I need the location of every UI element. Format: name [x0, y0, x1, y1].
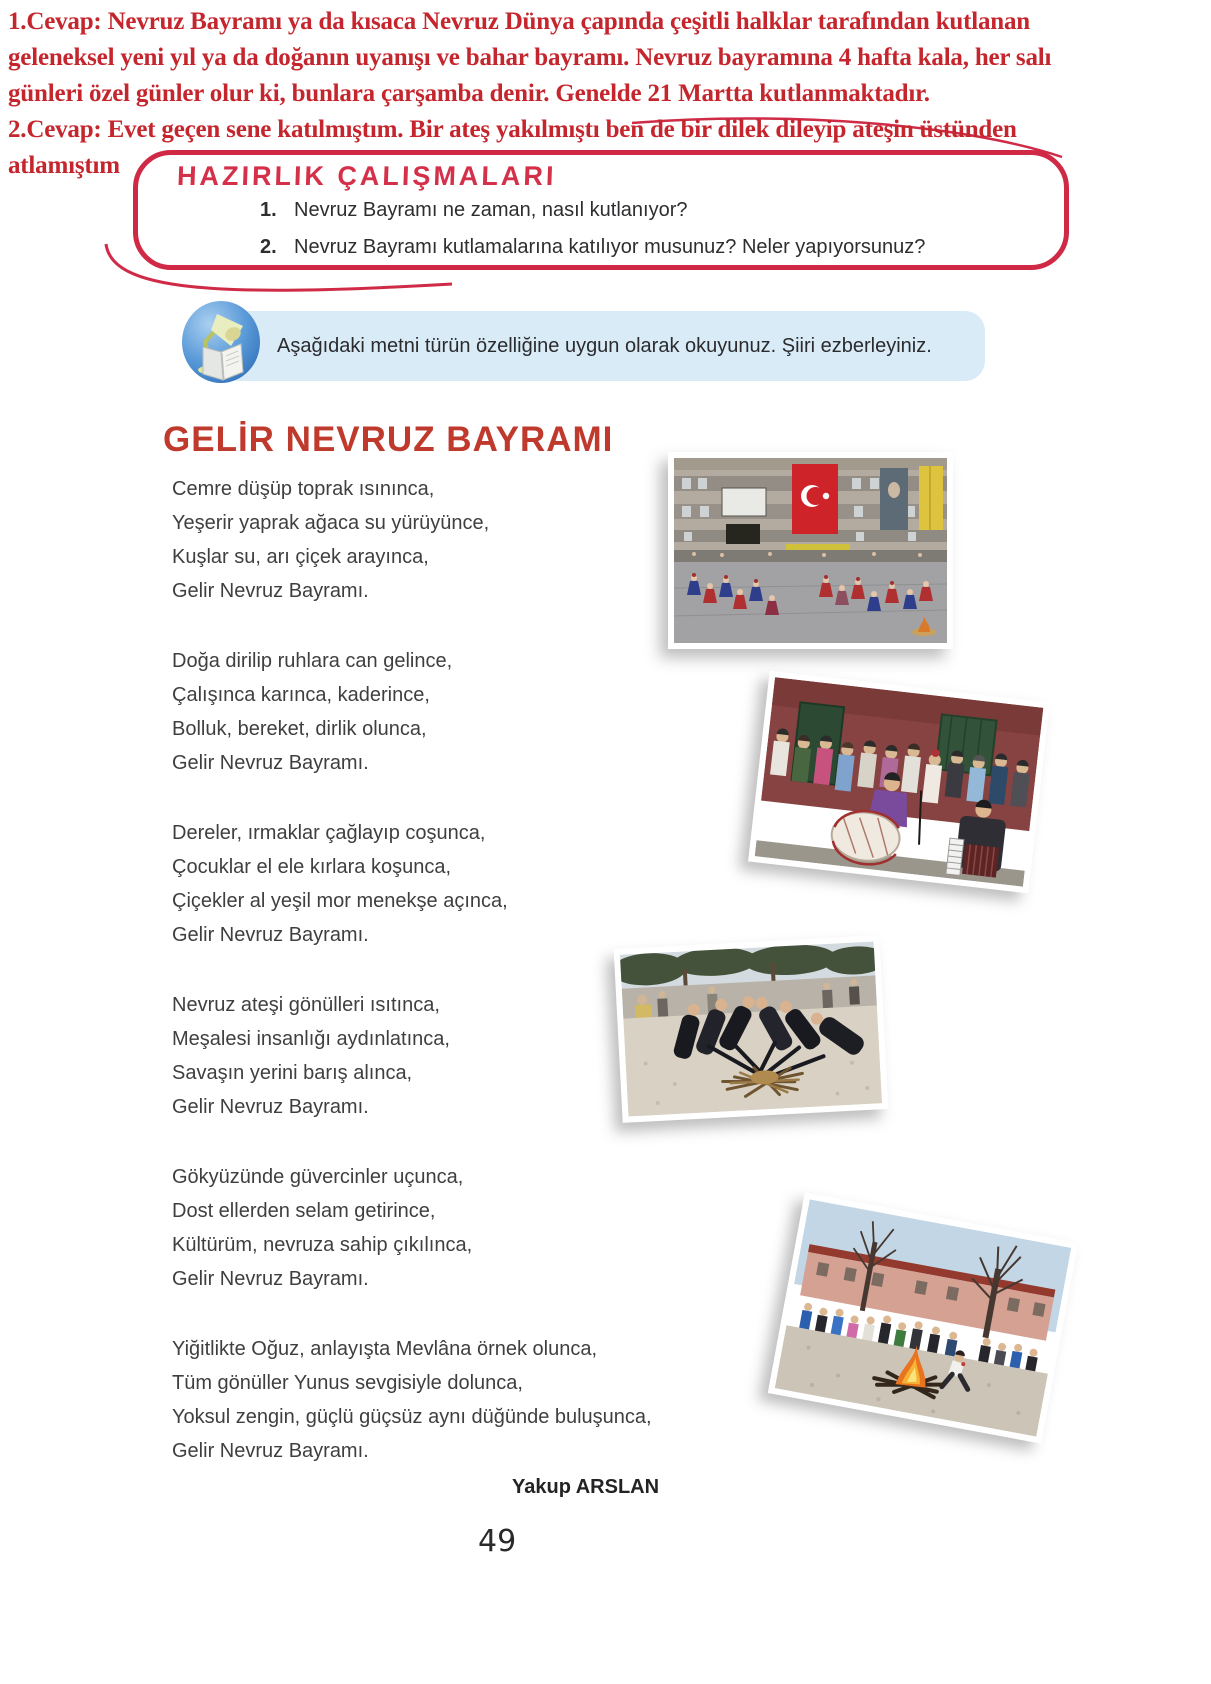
poem-line: Gelir Nevruz Bayramı.	[172, 1096, 369, 1118]
poem-line: Gelir Nevruz Bayramı.	[172, 1268, 369, 1290]
question-text: Nevruz Bayramı kutlamalarına katılıyor musunuz? Neler yapıyorsunuz?	[294, 236, 926, 258]
poem-stanza-4	[172, 988, 652, 1124]
poem-line: Çiçekler al yeşil mor menekşe açınca,	[172, 890, 508, 912]
poem-line: Dost ellerden selam getirince,	[172, 1200, 436, 1222]
poem-line: Cemre düşüp toprak ısınınca,	[172, 478, 435, 500]
poem-line: Gelir Nevruz Bayramı.	[172, 580, 369, 602]
poem-line: Bolluk, bereket, dirlik olunca,	[172, 718, 427, 740]
photo-musicians	[748, 671, 1050, 894]
answer-line: geleneksel yeni yıl ya da doğanın uyanışı ve bahar bayramı. Nevruz bayramına 4 hafta kala, her salı	[8, 44, 1052, 71]
question-number: 2.	[260, 236, 277, 258]
answer-line: atlamıştım	[8, 152, 120, 179]
preparation-question-2	[260, 236, 925, 259]
poem-line: Savaşın yerini barış alınca,	[172, 1062, 413, 1084]
poem-title: GELİR NEVRUZ BAYRAMI	[163, 420, 614, 459]
answer-line: günleri özel günler olur ki, bunlara çarşamba denir. Genelde 21 Martta kutlanmaktadır.	[8, 80, 930, 107]
poem-line: Kültürüm, nevruza sahip çıkılınca,	[172, 1234, 473, 1256]
photo-bonfire-lighting	[614, 935, 889, 1123]
poem-line: Yiğitlikte Oğuz, anlayışta Mevlâna örnek olunca,	[172, 1338, 598, 1360]
question-number: 1.	[260, 199, 277, 221]
preparation-box	[133, 150, 1069, 270]
poem-line: Gelir Nevruz Bayramı.	[172, 1440, 369, 1462]
poem-line: Nevruz ateşi gönülleri ısıtınca,	[172, 994, 440, 1016]
poem-stanza-6	[172, 1332, 652, 1468]
poem-line: Tüm gönüller Yunus sevgisiyle dolunca,	[172, 1372, 523, 1394]
poem-stanza-1	[172, 472, 652, 608]
poem-line: Yoksul zengin, güçlü güçsüz aynı düğünde buluşunca,	[172, 1406, 652, 1428]
poem-line: Dereler, ırmaklar çağlayıp coşunca,	[172, 822, 486, 844]
poem-line: Meşalesi insanlığı aydınlatınca,	[172, 1028, 450, 1050]
poem-line: Doğa dirilip ruhlara can gelince,	[172, 650, 453, 672]
poem-body	[172, 472, 652, 1504]
poem-line: Çalışınca karınca, kaderince,	[172, 684, 430, 706]
poem-author: Yakup ARSLAN	[512, 1476, 660, 1498]
poem-line: Gökyüzünde güvercinler uçunca,	[172, 1166, 464, 1188]
answer-line: 1.Cevap: Nevruz Bayramı ya da kısaca Nevruz Dünya çapında çeşitli halklar tarafından kutlanan	[8, 8, 1030, 35]
poem-stanza-3	[172, 816, 652, 952]
instruction-strip	[219, 311, 985, 381]
answer-line: 2.Cevap: Evet geçen sene katılmıştım. Bir ateş yakılmıştı ben de bir dilek dileyip ateşin üstünden	[8, 116, 1017, 143]
photo-schoolyard-bonfire	[768, 1192, 1079, 1443]
preparation-question-1	[260, 199, 688, 222]
question-text: Nevruz Bayramı ne zaman, nasıl kutlanıyor?	[294, 199, 688, 221]
poem-line: Gelir Nevruz Bayramı.	[172, 752, 369, 774]
page-number: 49	[478, 1524, 517, 1559]
poem-line: Gelir Nevruz Bayramı.	[172, 924, 369, 946]
poem-line: Çocuklar el ele kırlara koşunca,	[172, 856, 452, 878]
lamp-book-icon	[181, 300, 261, 384]
poem-line: Yeşerir yaprak ağaca su yürüyünce,	[172, 512, 490, 534]
preparation-box-title: HAZIRLIK ÇALIŞMALARI	[176, 161, 558, 191]
instruction-text: Aşağıdaki metni türün özelliğine uygun olarak okuyunuz. Şiiri ezberleyiniz.	[277, 335, 932, 357]
photo-folk-dance	[668, 452, 953, 649]
poem-stanza-5	[172, 1160, 652, 1296]
poem-line: Kuşlar su, arı çiçek arayınca,	[172, 546, 429, 568]
poem-stanza-2	[172, 644, 652, 780]
